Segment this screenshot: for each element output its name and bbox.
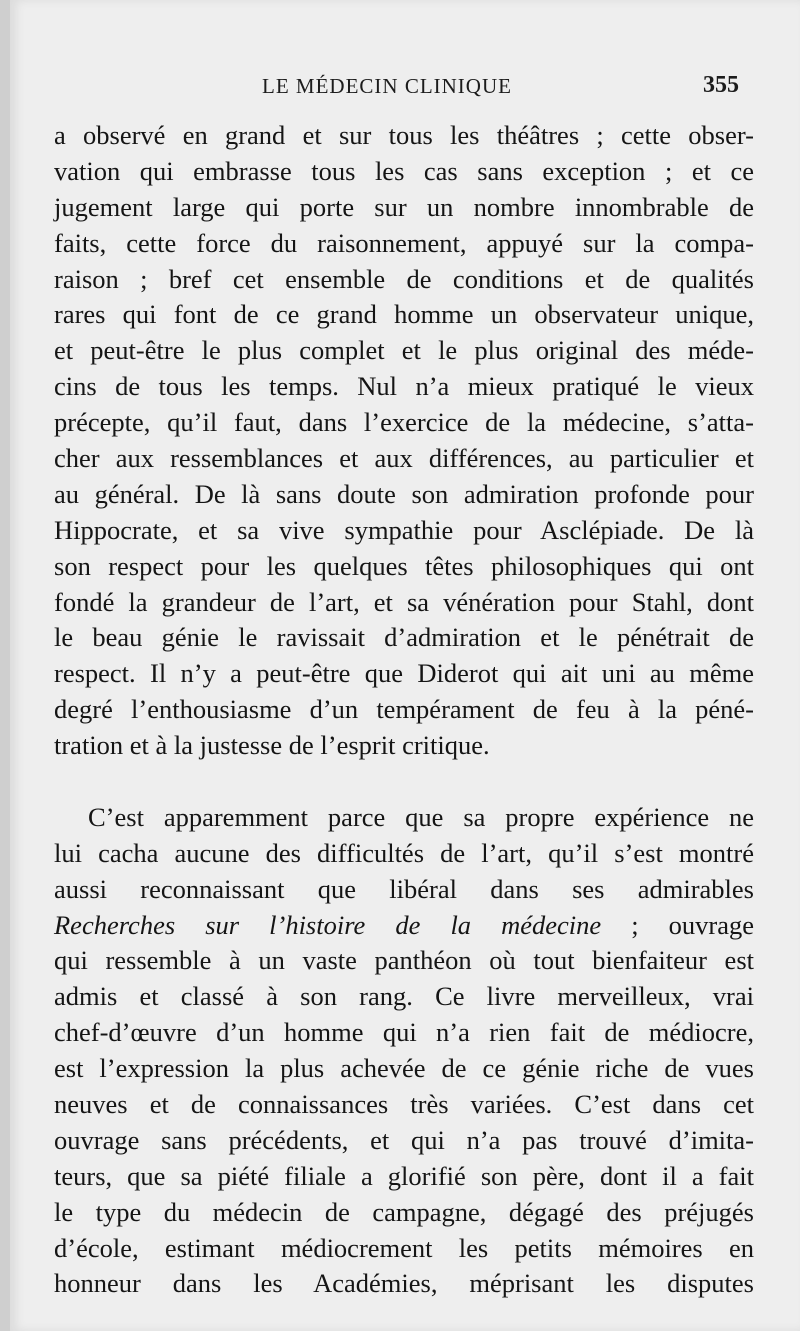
book-page — [10, 0, 800, 1331]
running-title: LE MÉDECIN CLINIQUE — [262, 74, 512, 98]
text-line: admis et classé à son rang. Ce livre merveilleux, vrai — [54, 981, 754, 1012]
text-line: raison ; bref cet ensemble de conditions et de qualités — [54, 263, 754, 294]
text-line: précepte, qu’il faut, dans l’exercice de la médecine, s’atta- — [54, 407, 754, 438]
text-line: le beau génie le ravissait d’admiration et le pénétrait de — [54, 622, 754, 653]
text-line: et peut-être le plus complet et le plus original des méde- — [54, 335, 754, 366]
text-line: rares qui font de ce grand homme un observateur unique, — [54, 299, 754, 330]
text-line: jugement large qui porte sur un nombre innombrable de — [54, 191, 754, 222]
text-line: teurs, que sa piété filiale a glorifié son père, dont il a fait — [54, 1160, 754, 1191]
text-line: ouvrage sans précédents, et qui n’a pas trouvé d’imita- — [54, 1124, 754, 1155]
text-line: faits, cette force du raisonnement, appuyé sur la compa- — [54, 227, 754, 258]
text-line: respect. Il n’y a peut-être que Diderot qui ait uni au même — [54, 658, 754, 689]
text-line: degré l’enthousiasme d’un tempérament de feu à la péné- — [54, 694, 754, 725]
text-line: vation qui embrasse tous les cas sans exception ; et ce — [54, 155, 754, 186]
book-title: Recherches sur l’histoire de la médecine — [54, 909, 602, 940]
text-line: aussi reconnaissant que libéral dans ses admirables — [54, 873, 754, 904]
text-line: son respect pour les quelques têtes philosophiques qui ont — [54, 550, 754, 581]
running-header — [10, 70, 800, 104]
text-line: a observé en grand et sur tous les théâtres ; cette obser- — [54, 120, 754, 150]
page-number: 355 — [703, 72, 739, 98]
text-line: C’est apparemment parce que sa propre expérience ne — [88, 801, 754, 832]
text-line: neuves et de connaissances très variées. C’est dans cet — [54, 1088, 754, 1119]
text-line: fondé la grandeur de l’art, et sa vénération pour Stahl, dont — [54, 586, 754, 617]
text-line: d’école, estimant médiocrement les petits mémoires en — [54, 1232, 754, 1263]
text-line: cins de tous les temps. Nul n’a mieux pratiqué le vieux — [54, 371, 754, 402]
text-line: lui cacha aucune des difficultés de l’art, qu’il s’est montré — [54, 837, 754, 868]
paragraph — [54, 118, 754, 764]
text-line: est l’expression la plus achevée de ce génie riche de vues — [54, 1053, 754, 1084]
text-line — [54, 908, 754, 944]
text-line: honneur dans les Académies, méprisant les disputes — [54, 1268, 754, 1299]
text-fragment: ; ouvrage — [601, 909, 754, 940]
body-text — [54, 118, 754, 1302]
text-line: cher aux ressemblances et aux différences, au particulier et — [54, 443, 754, 474]
text-line: au général. De là sans doute son admiration profonde pour — [54, 478, 754, 509]
text-line: tration et à la justesse de l’esprit critique. — [54, 730, 490, 761]
text-line: qui ressemble à un vaste panthéon où tout bienfaiteur est — [54, 945, 754, 976]
paragraph — [54, 800, 754, 1302]
text-line: Hippocrate, et sa vive sympathie pour Asclépiade. De là — [54, 514, 754, 545]
text-line: chef-d’œuvre d’un homme qui n’a rien fait de médiocre, — [54, 1017, 754, 1048]
text-line: le type du médecin de campagne, dégagé des préjugés — [54, 1196, 754, 1227]
paragraph-gap — [54, 764, 754, 800]
